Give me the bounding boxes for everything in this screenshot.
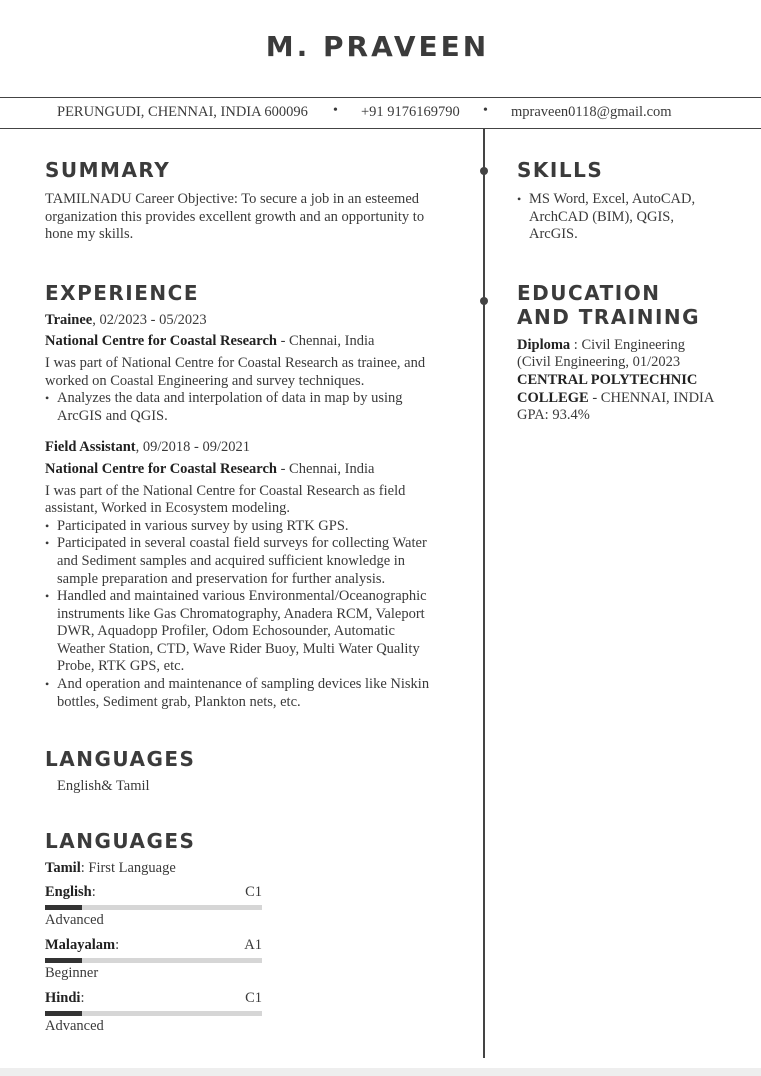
- job-entry: [45, 312, 440, 426]
- language-colon: :: [91, 884, 96, 901]
- school-name: CENTRAL POLYTECHNIC COLLEGE: [517, 371, 698, 406]
- language-entry: [45, 884, 440, 930]
- column-divider: [483, 129, 485, 1058]
- contact-address: PERUNGUDI, CHENNAI, INDIA 600096: [57, 104, 308, 120]
- languages-simple-section: [45, 747, 440, 796]
- list-item: • Handled and maintained various Environmental/Oceanographic instruments like Gas Chromatography, Anadera RCM, Valeport DWR, Aquadopp Profiler, Odom Echosounder, Automatic Weather Station, CTD, Wave Rider Buoy, Multi Water Quality Probe, RTK GPS, etc.: [45, 588, 440, 676]
- proficiency-bar-fill: [45, 958, 82, 963]
- language-name: English: [45, 884, 92, 901]
- native-language: [45, 860, 440, 878]
- section-heading-line: AND TRAINING: [517, 304, 701, 329]
- language-row: [45, 990, 262, 1008]
- summary-text: TAMILNADU Career Objective: To secure a job in an esteemed organization this provides excellent growth and an opportunity to hone my skills.: [45, 191, 425, 243]
- language-level: C1: [245, 884, 262, 901]
- job-description: I was part of National Centre for Coastal Research as trainee, and worked on Coastal Engineering and survey techniques.: [45, 354, 426, 389]
- language-colon: :: [80, 989, 85, 1006]
- proficiency-bar: [45, 958, 262, 963]
- language-level: C1: [245, 989, 262, 1006]
- section-heading: [517, 281, 717, 329]
- language-entry: [45, 990, 440, 1036]
- section-heading: SKILLS: [517, 158, 604, 182]
- job-dates: , 09/2018 - 09/2021: [135, 439, 251, 456]
- education-entry: [517, 337, 717, 425]
- job-title: Trainee: [45, 311, 93, 328]
- job-entry: [45, 439, 440, 711]
- job-location: - Chennai, India: [276, 460, 375, 477]
- contact-separator: •: [483, 103, 488, 118]
- job-dates: , 02/2023 - 05/2023: [92, 311, 207, 328]
- list-item: • And operation and maintenance of sampling devices like Niskin bottles, Sediment grab, Plankton nets, etc.: [45, 676, 440, 711]
- right-column: [517, 158, 717, 425]
- experience-section: [45, 281, 440, 711]
- language-name: Tamil: [45, 859, 81, 876]
- degree: Diploma: [517, 336, 571, 353]
- proficiency-bar: [45, 1011, 262, 1016]
- contact-separator: •: [333, 103, 338, 118]
- list-item: • Participated in several coastal field surveys for collecting Water and Sediment samples and acquired sufficient knowledge in sample preparation and preservation for further analysis.: [45, 535, 440, 588]
- section-heading: LANGUAGES: [45, 747, 196, 772]
- left-column: [45, 158, 440, 1035]
- contact-email[interactable]: mpraveen0118@gmail.com: [511, 104, 672, 120]
- list-item: • Participated in various survey by using RTK GPS.: [45, 518, 440, 536]
- contact-phone: +91 9176169790: [361, 104, 460, 120]
- field-of-study: : Civil Engineering (Civil Engineering, 01/2023: [517, 336, 685, 371]
- list-item: • Analyzes the data and interpolation of data in map by using ArcGIS and QGIS.: [45, 390, 440, 425]
- language-row: [45, 937, 262, 955]
- language-label: : First Language: [80, 859, 176, 876]
- gpa: GPA: 93.4%: [517, 407, 590, 424]
- divider-marker: [480, 167, 488, 175]
- proficiency-bar-fill: [45, 1011, 82, 1016]
- section-heading: LANGUAGES: [45, 828, 196, 853]
- job-title-line: [45, 439, 440, 457]
- language-descriptor: Advanced: [45, 1017, 104, 1034]
- language-name: Hindi: [45, 989, 81, 1006]
- job-title-line: [45, 312, 440, 330]
- language-descriptor: Advanced: [45, 912, 104, 929]
- job-employer: National Centre for Coastal Research: [45, 460, 277, 477]
- skills-list: [517, 191, 717, 244]
- page-bottom-edge: [0, 1068, 761, 1076]
- job-employer-line: [45, 461, 440, 479]
- section-heading-line: EDUCATION: [517, 280, 661, 305]
- education-section: [517, 281, 717, 425]
- summary-section: [45, 158, 440, 244]
- job-bullets: [45, 518, 440, 712]
- job-employer-line: [45, 333, 440, 351]
- job-title: Field Assistant: [45, 439, 136, 456]
- language-row: [45, 884, 262, 902]
- list-item: • MS Word, Excel, AutoCAD, ArchCAD (BIM), QGIS, ArcGIS.: [517, 191, 717, 244]
- job-description: I was part of the National Centre for Coastal Research as field assistant, Worked in Ecosystem modeling.: [45, 482, 406, 517]
- school-location: - CHENNAI, INDIA: [588, 389, 715, 406]
- language-descriptor: Beginner: [45, 965, 99, 982]
- job-location: - Chennai, India: [276, 333, 375, 350]
- candidate-name: M. PRAVEEN: [265, 30, 490, 63]
- job-bullets: [45, 390, 440, 425]
- language-colon: :: [115, 937, 120, 954]
- proficiency-bar-fill: [45, 905, 82, 910]
- language-name: Malayalam: [45, 937, 116, 954]
- languages-text: English& Tamil: [57, 778, 150, 795]
- contact-bar: [0, 97, 761, 129]
- job-employer: National Centre for Coastal Research: [45, 333, 277, 350]
- skills-section: [517, 158, 717, 244]
- divider-marker: [480, 297, 488, 305]
- languages-section: [45, 829, 440, 1035]
- proficiency-bar: [45, 905, 262, 910]
- language-level: A1: [244, 937, 262, 954]
- language-entry: [45, 937, 440, 983]
- section-heading: EXPERIENCE: [45, 280, 199, 305]
- section-heading: SUMMARY: [45, 158, 171, 182]
